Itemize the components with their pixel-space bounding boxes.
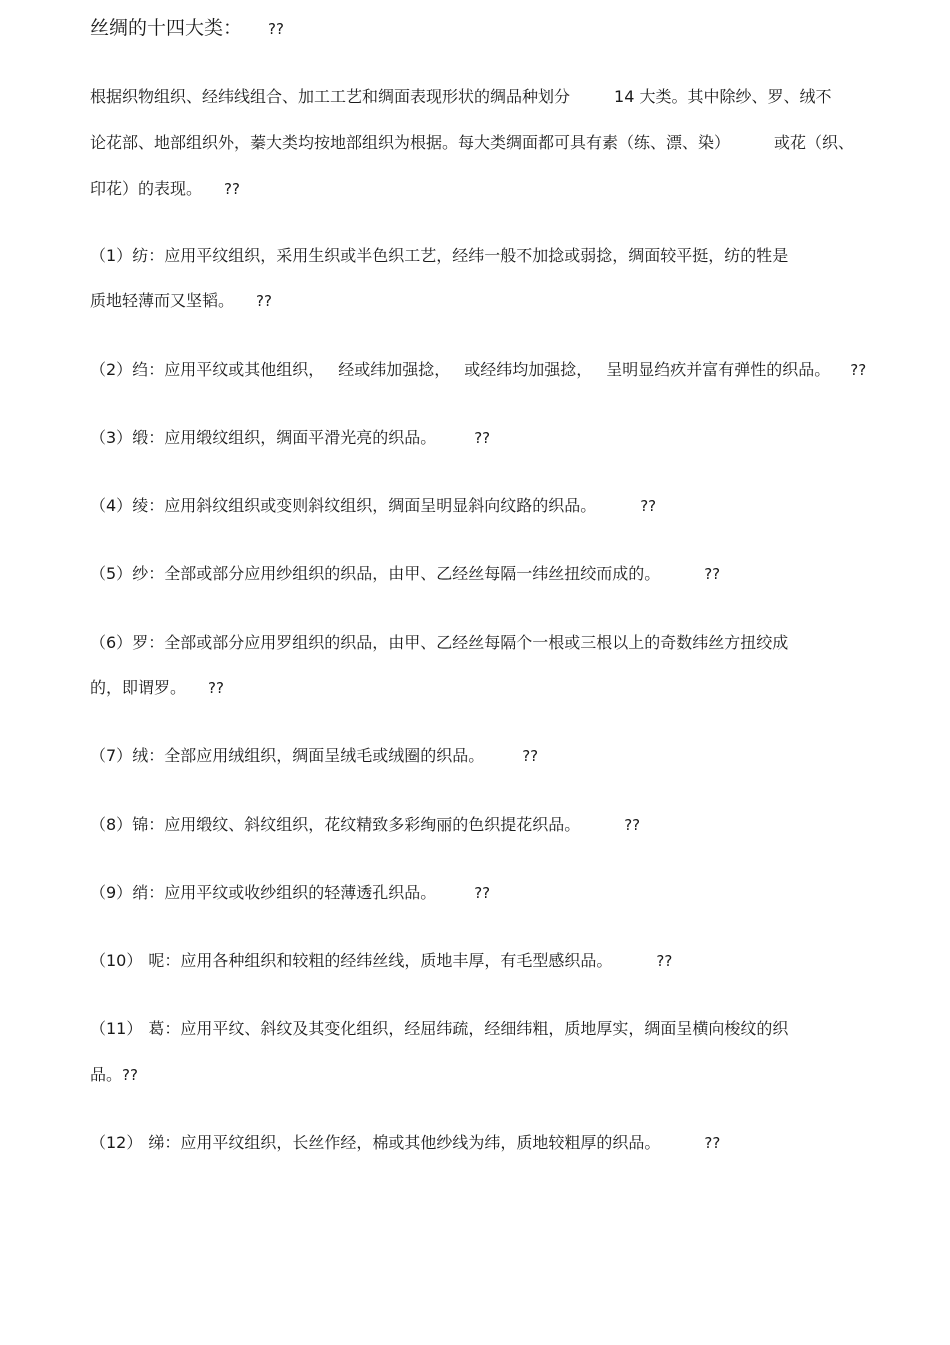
item-text: 纱：全部或部分应用纱组织的织品，由甲、乙经丝每隔一纬丝扭绞而成的。	[132, 564, 661, 583]
item-number: （9）	[90, 883, 133, 902]
item-text: 绫：应用斜纹组织或变则斜纹组织，绸面呈明显斜向纹路的织品。	[132, 496, 597, 515]
item-mark: ??	[850, 361, 867, 379]
title-text: 丝绸的十四大类：	[90, 17, 243, 39]
intro-line-2	[90, 132, 854, 154]
item-mark: ??	[208, 679, 224, 697]
list-item-5	[90, 563, 720, 585]
item-mark: ??	[640, 497, 657, 515]
item-text: 绉：应用平纹或其他组织，	[132, 360, 325, 379]
intro-line-3	[90, 178, 240, 200]
item-text-cont: 品。	[90, 1065, 123, 1084]
item-mark: ??	[474, 884, 491, 902]
list-item-8	[90, 814, 640, 836]
item-text-cont: 质地轻薄而又坚韬。	[90, 291, 235, 310]
list-item-9	[90, 882, 490, 904]
list-item-3	[90, 427, 490, 449]
item-number: （4）	[90, 496, 133, 515]
list-item-11-cont	[90, 1064, 138, 1086]
item-text: 呢：应用各种组织和较粗的经纬丝线，质地丰厚，有毛型感织品。	[148, 951, 613, 970]
item-mark: ??	[704, 1134, 721, 1152]
item-number: （10）	[90, 951, 143, 970]
item-text-cont: 的，即谓罗。	[90, 678, 187, 697]
item-text: 锦：应用缎纹、斜纹组织，花纹精致多彩绚丽的色织提花织品。	[132, 815, 581, 834]
item-text: 绨：应用平纹组织，长丝作经，棉或其他纱线为纬，质地较粗厚的织品。	[148, 1133, 661, 1152]
list-item-7	[90, 745, 538, 767]
list-item-6-cont	[90, 677, 224, 699]
list-item-10	[90, 950, 672, 972]
item-text-c: 或经纬均加强捻，	[464, 360, 593, 379]
intro-text-2a: 论花部、地部组织外，蓁大类均按地部组织为根据。每大类绸面都可具有素（练、漂、染）	[90, 133, 731, 152]
list-item-1	[90, 245, 788, 267]
list-item-6	[90, 632, 788, 654]
item-text-d: 呈明显绉疚并富有弹性的织品。	[606, 360, 831, 379]
intro-line-1	[90, 86, 831, 108]
item-number: （8）	[90, 815, 133, 834]
list-item-12	[90, 1132, 720, 1154]
title-mark: ??	[268, 20, 284, 38]
item-text: 罗：全部或部分应用罗组织的织品，由甲、乙经丝每隔个一根或三根以上的奇数纬丝方扭绞成	[132, 633, 789, 652]
item-mark: ??	[656, 952, 673, 970]
list-item-4	[90, 495, 656, 517]
list-item-1-cont	[90, 290, 272, 312]
intro-text-2b: 或花（织、	[774, 133, 855, 152]
item-number: （1）	[90, 246, 133, 265]
item-mark: ??	[474, 429, 491, 447]
intro-mark: ??	[224, 180, 240, 198]
list-item-2	[90, 359, 866, 381]
document-title	[90, 14, 284, 43]
item-number: （6）	[90, 633, 133, 652]
item-number: （5）	[90, 564, 133, 583]
item-text: 绡：应用平纹或收纱组织的轻薄透孔织品。	[132, 883, 437, 902]
item-mark: ??	[704, 565, 721, 583]
intro-text-1a: 根据织物组织、经纬线组合、加工工艺和绸面表现形状的绸品种划分	[90, 87, 571, 106]
item-text: 缎：应用缎纹组织，绸面平滑光亮的织品。	[132, 428, 437, 447]
item-number: （2）	[90, 360, 133, 379]
item-number: （7）	[90, 746, 133, 765]
item-number: （3）	[90, 428, 133, 447]
item-mark: ??	[122, 1066, 138, 1084]
list-item-11	[90, 1018, 788, 1040]
intro-text-1b: 14 大类。其中除纱、罗、绒不	[614, 87, 832, 106]
item-text: 葛：应用平纹、斜纹及其变化组织，经屈纬疏，经细纬粗，质地厚实，绸面呈横向梭纹的织	[148, 1019, 789, 1038]
item-text: 绒：全部应用绒组织，绸面呈绒毛或绒圈的织品。	[132, 746, 485, 765]
item-text: 纺：应用平纹组织，采用生织或半色织工艺，经纬一般不加捻或弱捻，绸面较平挺，纺的牲是	[132, 246, 789, 265]
item-text-b: 经或纬加强捻，	[338, 360, 451, 379]
item-mark: ??	[256, 292, 272, 310]
item-number: （12）	[90, 1133, 143, 1152]
item-number: （11）	[90, 1019, 143, 1038]
item-mark: ??	[522, 747, 539, 765]
item-mark: ??	[624, 816, 641, 834]
intro-text-3: 印花）的表现。	[90, 179, 203, 198]
